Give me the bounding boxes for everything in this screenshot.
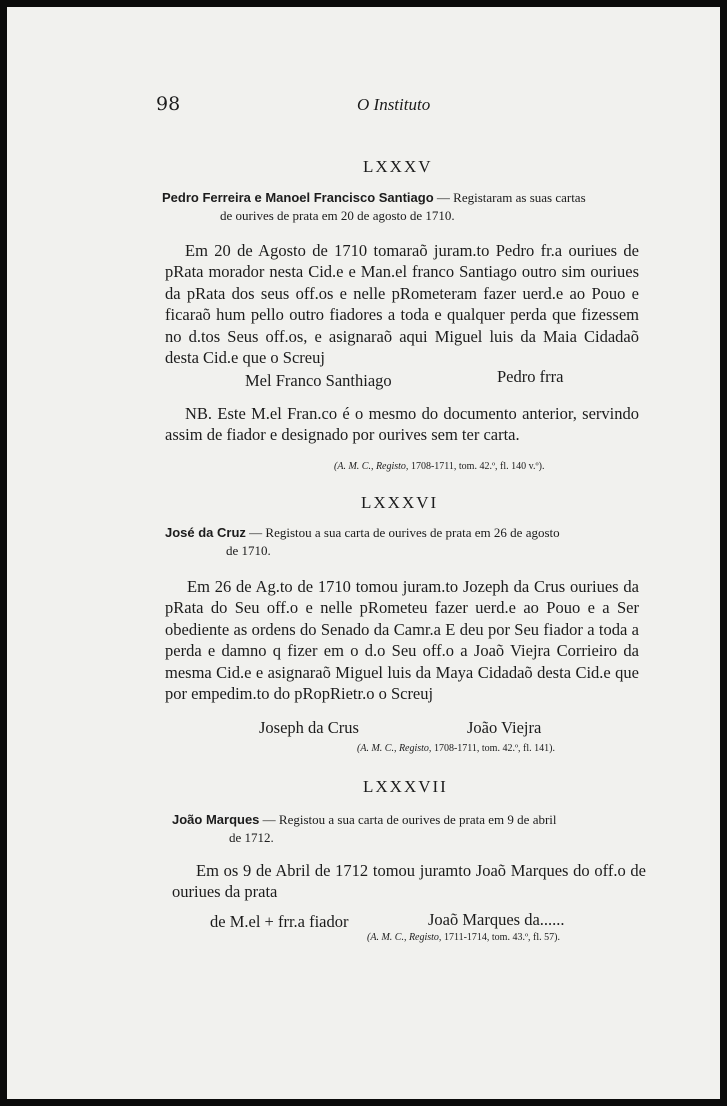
section-summary-87 [172,811,662,828]
summary-persons: José da Cruz [165,525,246,540]
citation-source: (A. M. C., Registo, [334,461,409,472]
document-body-86: Em 26 de Ag.to de 1710 tomou juram.to Jozeph da Crus ouriues da pRata do Seu off.o e nelle pRometeu fazer uerd.e ao Pouo e a Ser obediente as ordens do Senado da Camr.a E deu por Seu fiador a toda a perda e damno q fizer em o d.o Seu off.o a Joaõ Viejra Corrieiro da mesma Cid.e e asignaraõ Miguel luis da Maya Cidadaõ desta Cid.e que por empedim.to do pRopRietr.o o Screuj [165,577,639,704]
section-summary-line2-85: de ourives de prata em 20 de agosto de 1710. [220,208,455,223]
summary-text: — Registou a sua carta de ourives de prata em 26 de agosto [245,525,560,540]
citation-source: (A. M. C., Registo, [357,743,432,754]
section-number-85: LXXXV [363,157,433,176]
citation-source: (A. M. C., Registo, [367,932,442,943]
citation-ref: 1708-1711, tom. 42.º, fl. 140 v.º). [410,461,545,472]
section-summary-line2-87: de 1712. [229,830,274,845]
summary-text: — Registou a sua carta de ourives de prata em 9 de abril [259,812,557,827]
summary-persons: Pedro Ferreira e Manoel Francisco Santiago [162,190,434,205]
section-number-87: LXXXVII [363,777,448,796]
journal-title: O Instituto [357,95,431,114]
signature-right-86: João Viejra [467,718,542,737]
citation-87 [367,932,560,943]
document-body-87: Em os 9 de Abril de 1712 tomou juramto Joaõ Marques do off.o de ouriues da prata [172,861,646,902]
citation-85 [334,461,544,472]
citation-ref: 1708-1711, tom. 42.º, fl. 141). [433,743,555,754]
signature-right-85: Pedro frra [497,367,564,386]
editor-note-85: NB. Este M.el Fran.co é o mesmo do documento anterior, servindo assim de fiador e designado por ourives sem ter carta. [165,404,639,445]
citation-ref: 1711-1714, tom. 43.º, fl. 57). [443,932,560,943]
section-summary-85 [162,189,662,206]
summary-persons: João Marques [172,812,260,827]
signature-right-87: Joaõ Marques da...... [428,910,565,929]
section-summary-line2-86: de 1710. [226,543,271,558]
signature-left-85: Mel Franco Santhiago [245,371,392,390]
summary-text: — Registaram as suas cartas [433,190,586,205]
citation-86 [357,743,555,754]
document-body-85: Em 20 de Agosto de 1710 tomaraõ juram.to Pedro fr.a ouriues de pRata morador nesta Cid.e e Man.el franco Santiago outro sim ouriues da pRata dos seus off.os e nelle pRometeram fazer uerd.e ao Pouo e ficaraõ hum pello outro fiadores a toda e qualquer perda que fizessem no d.tos Seus off.os, e asignaraõ aqui Miguel luis da Maia Cidadaõ desta Cid.e que o Screuj [165,241,639,368]
signature-left-86: Joseph da Crus [259,718,359,737]
section-number-86: LXXXVI [361,493,439,512]
section-summary-86 [165,524,665,541]
page-number: 98 [156,93,181,115]
document-page [7,7,720,1099]
signature-left-87: de M.el + frr.a fiador [210,912,349,931]
